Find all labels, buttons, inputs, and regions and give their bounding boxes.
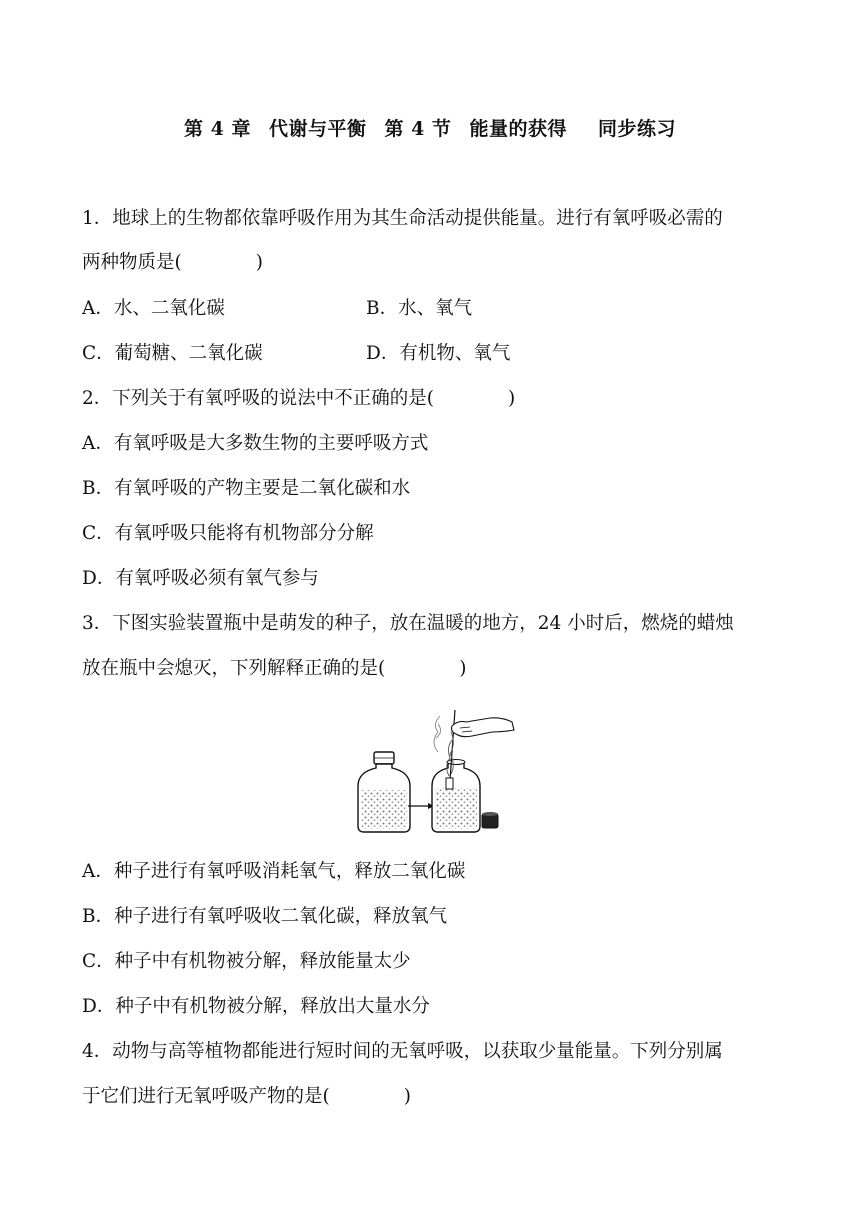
q3-option-a: A．种子进行有氧呼吸消耗氧气，释放二氧化碳 — [82, 861, 466, 882]
q2-stem-line1: 2．下列关于有氧呼吸的说法中不正确的是( ) — [82, 388, 516, 409]
q1-stem-line2: 两种物质是( ) — [82, 252, 263, 273]
q2-option-b: B．有氧呼吸的产物主要是二氧化碳和水 — [82, 478, 411, 499]
q4-stem-line2: 于它们进行无氧呼吸产物的是( ) — [82, 1086, 411, 1107]
q1-option-c: C．葡萄糖、二氧化碳 — [82, 343, 263, 364]
q1-option-a: A．水、二氧化碳 — [82, 298, 225, 319]
section-name: 能量的获得 — [469, 118, 567, 140]
q2-option-c: C．有氧呼吸只能将有机物部分分解 — [82, 523, 374, 544]
q2-option-a: A．有氧呼吸是大多数生物的主要呼吸方式 — [82, 433, 429, 454]
jar-lid-icon — [482, 812, 498, 828]
hand-icon — [452, 718, 515, 737]
right-jar — [432, 760, 480, 833]
q2-option-d: D．有氧呼吸必须有氧气参与 — [82, 568, 319, 589]
q3-option-c: C．种子中有机物被分解，释放能量太少 — [82, 951, 411, 972]
q3-stem-line2: 放在瓶中会熄灭，下列解释正确的是( ) — [82, 658, 467, 679]
q1-stem-line1: 1．地球上的生物都依靠呼吸作用为其生命活动提供能量。进行有氧呼吸必需的 — [82, 208, 723, 229]
section-number: 第 4 节 — [384, 118, 452, 140]
page-title — [0, 114, 860, 141]
chapter-name: 代谢与平衡 — [268, 118, 367, 140]
q3-option-d: D．种子中有机物被分解，释放出大量水分 — [82, 996, 430, 1017]
left-jar — [358, 752, 410, 832]
q3-stem-line1: 3．下图实验装置瓶中是萌发的种子，放在温暖的地方，24 小时后，燃烧的蜡烛 — [82, 613, 734, 634]
q1-option-d: D．有机物、氧气 — [366, 343, 511, 364]
arrow-icon — [408, 803, 434, 809]
q4-stem-line1: 4．动物与高等植物都能进行短时间的无氧呼吸，以获取少量能量。下列分别属 — [82, 1041, 723, 1062]
q1-option-b: B．水、氧气 — [366, 298, 473, 319]
seed-jar-experiment-figure — [352, 702, 522, 838]
exercise-label: 同步练习 — [597, 118, 676, 140]
chapter-number: 第 4 章 — [184, 118, 251, 140]
q3-option-b: B．种子进行有氧呼吸收二氧化碳，释放氧气 — [82, 906, 448, 927]
